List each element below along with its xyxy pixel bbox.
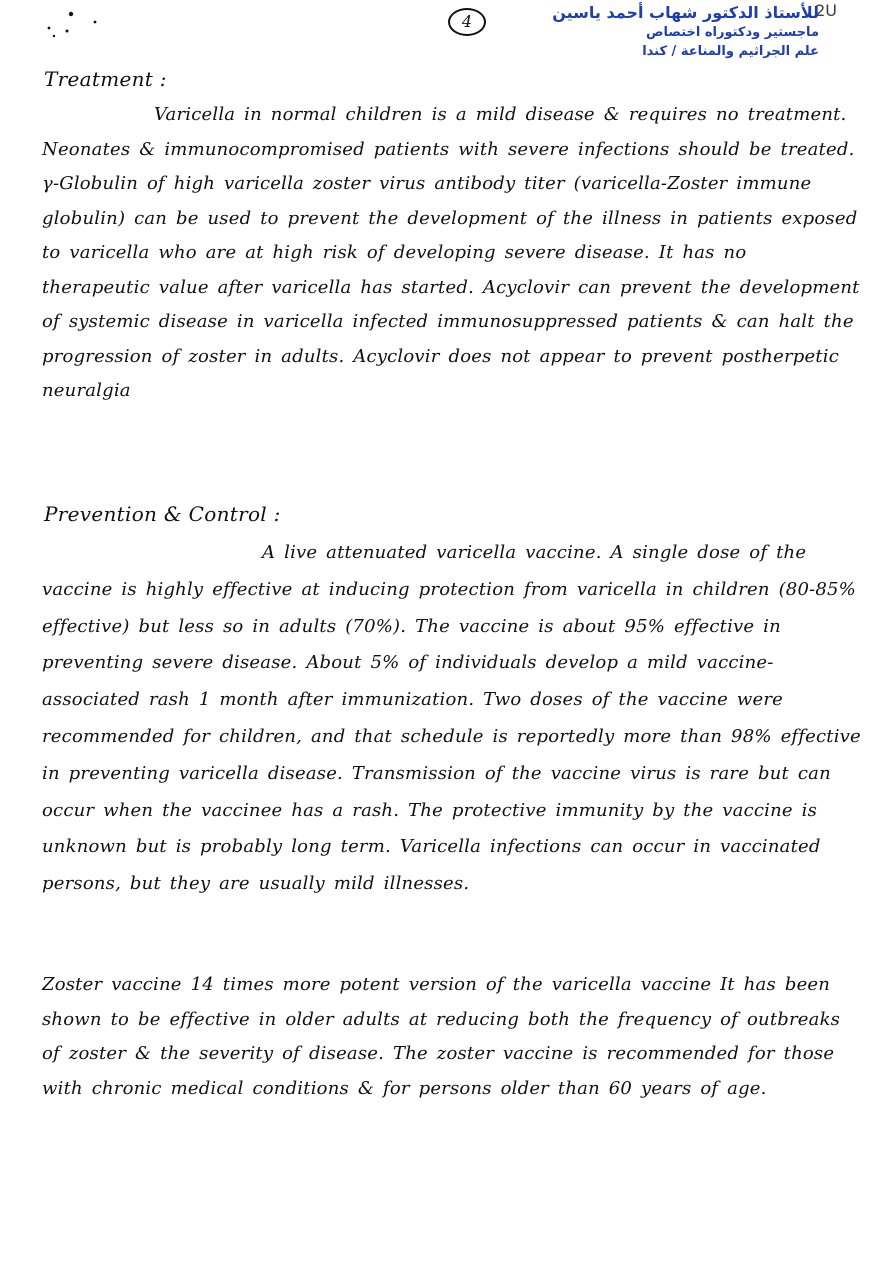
author-stamp bbox=[552, 3, 819, 60]
author-specialty-line: علم الجراثيم والمناعة / كندا bbox=[642, 44, 819, 60]
margin-dots bbox=[41, 8, 101, 42]
stamp-code: 2U bbox=[815, 1, 837, 20]
page-number: 4 bbox=[448, 8, 486, 36]
author-degree-line: ماجستير ودكتوراه اختصاص bbox=[646, 25, 819, 41]
author-name-line: للأستاذ الدكتور شهاب أحمد ياسين bbox=[552, 3, 819, 22]
vaccine-paragraph: A live attenuated varicella vaccine. A single dose of the vaccine is highly effective at inducing protection from varicella in children (80-85% effective) but less so in adults (70%). The vaccine is about 95% effective in preventing severe disease. About 5% of individuals develop a mild vaccine-associated rash 1 month after immunization. Two doses of the vaccine were recommended for children, and that schedule is reportedly more than 98% effective in preventing varicella disease. Transmission of the vaccine virus is rare but can occur when the vaccinee has a rash. The protective immunity by the vaccine is unknown but is probably long term. Varicella infections can occur in vaccinated persons, but they are usually mild illnesses. bbox=[42, 542, 861, 895]
treatment-heading: Treatment : bbox=[44, 67, 167, 91]
treatment-paragraph: Varicella in normal children is a mild disease & requires no treatment. Neonates & immunocompromised patients with severe infections should be treated. γ-Globulin of high varicella zoster virus antibody titer (varicella-Zoster immune globulin) can be used to prevent the development of the illness in patients exposed to varicella who are at high risk of developing severe disease. It has no therapeutic value after varicella has started. Acyclovir can prevent the development of systemic disease in varicella infected immunosuppressed patients & can halt the progression of zoster in adults. Acyclovir does not appear to prevent postherpetic neuralgia bbox=[42, 104, 860, 401]
prevention-control-heading: Prevention & Control : bbox=[44, 502, 281, 526]
zoster-vaccine-paragraph: Zoster vaccine 14 times more potent version of the varicella vaccine It has been shown to be effective in older adults at reducing both the frequency of outbreaks of zoster & the severity of disease. The zoster vaccine is recommended for those with chronic medical conditions & for persons older than 60 years of age. bbox=[42, 974, 841, 1099]
